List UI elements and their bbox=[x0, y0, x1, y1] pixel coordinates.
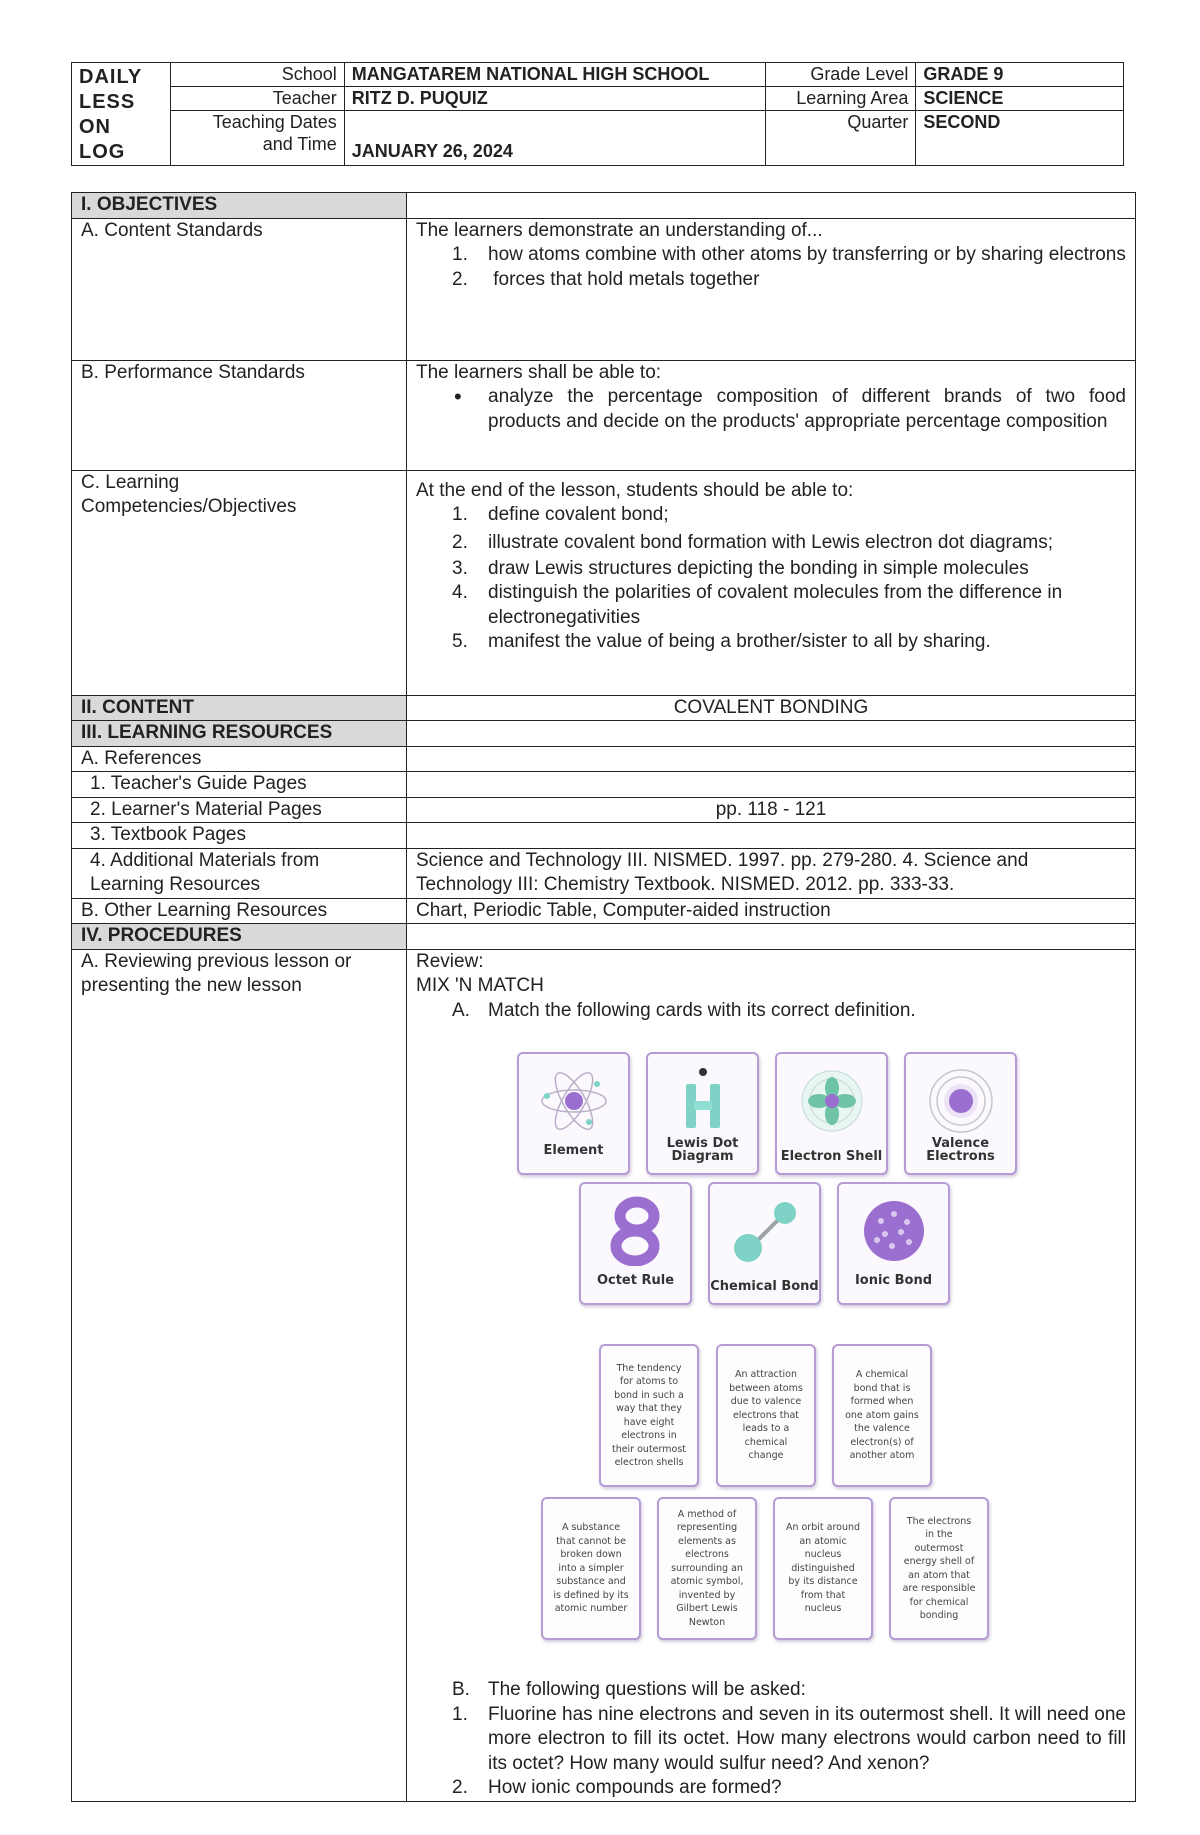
list-number: 5. bbox=[452, 631, 468, 652]
list-item bbox=[416, 581, 1126, 630]
list-item bbox=[416, 385, 1126, 434]
list-text: draw Lewis structures depicting the bonding in simple molecules bbox=[488, 557, 1029, 579]
list-text: define covalent bond; bbox=[488, 504, 669, 525]
quarter-value: SECOND bbox=[916, 111, 1124, 166]
list-number: 4. bbox=[452, 582, 468, 603]
header-table bbox=[71, 62, 1124, 166]
content-standards-intro: The learners demonstrate an understanding of... bbox=[416, 219, 823, 241]
grade-value: GRADE 9 bbox=[916, 63, 1124, 87]
list-text: manifest the value of being a brother/sister to all by sharing. bbox=[488, 631, 991, 652]
dll-title bbox=[72, 63, 171, 166]
teacher-value: RITZ D. PUQUIZ bbox=[344, 87, 765, 111]
procedures-heading-blank bbox=[407, 924, 1136, 950]
term-card bbox=[646, 1052, 759, 1175]
list-text: How ionic compounds are formed? bbox=[488, 1777, 782, 1798]
review-cell bbox=[407, 949, 1136, 1801]
area-label: Learning Area bbox=[765, 87, 915, 111]
term-card-label: Chemical Bond bbox=[710, 1279, 819, 1294]
term-card-label: Electron Shell bbox=[780, 1149, 883, 1164]
atom-icon bbox=[539, 1066, 609, 1136]
dates-label-line: and Time bbox=[262, 134, 337, 155]
school-label: School bbox=[171, 63, 344, 87]
term-card-label: Element bbox=[543, 1143, 604, 1158]
other-resources-label: B. Other Learning Resources bbox=[72, 898, 407, 924]
definition-card: An orbit around an atomic nucleus distinguished by its distance from that nucleus bbox=[773, 1497, 873, 1640]
term-card bbox=[708, 1182, 821, 1305]
list-item bbox=[416, 243, 1126, 268]
additional-materials-label: 4. Additional Materials from Learning Resources bbox=[72, 848, 407, 898]
lesson-table bbox=[71, 192, 1136, 1802]
list-item bbox=[416, 528, 1126, 557]
list-letter: A. bbox=[452, 999, 470, 1021]
chemical-bond-icon bbox=[730, 1196, 800, 1266]
dll-title-line: LOG bbox=[79, 141, 126, 163]
list-item bbox=[416, 1703, 1126, 1777]
definition-card: The electrons in the outermost energy shell of an atom that are responsible for chemical bonding bbox=[889, 1497, 989, 1640]
electron-shell-icon bbox=[797, 1066, 867, 1136]
lm-value: pp. 118 - 121 bbox=[407, 797, 1136, 823]
date-value: JANUARY 26, 2024 bbox=[344, 111, 765, 166]
dates-label-line: Teaching Dates bbox=[212, 112, 337, 133]
list-item bbox=[416, 557, 1126, 582]
term-card-label: Valence Electrons bbox=[926, 1136, 995, 1164]
area-value: SCIENCE bbox=[916, 87, 1124, 111]
references-blank bbox=[407, 746, 1136, 772]
list-text: distinguish the polarities of covalent molecules from the difference in electronegativities bbox=[488, 582, 1063, 628]
term-card bbox=[579, 1182, 692, 1305]
content-standards-list bbox=[416, 243, 1126, 292]
list-number: 3. bbox=[452, 557, 468, 579]
list-item bbox=[416, 1776, 1126, 1801]
list-number: 1. bbox=[452, 504, 468, 525]
term-card bbox=[837, 1182, 950, 1305]
performance-standards-intro: The learners shall be able to: bbox=[416, 361, 662, 383]
performance-standards-cell bbox=[407, 360, 1136, 470]
valence-electrons-icon bbox=[926, 1066, 996, 1136]
tg-value bbox=[407, 772, 1136, 798]
review-label: A. Reviewing previous lesson or presenting the new lesson bbox=[72, 949, 407, 1801]
resources-heading-blank bbox=[407, 721, 1136, 747]
procedures-heading: IV. PROCEDURES bbox=[72, 924, 407, 950]
term-card-label: Lewis Dot Diagram bbox=[666, 1136, 739, 1164]
content-value: COVALENT BONDING bbox=[407, 695, 1136, 721]
competencies-cell bbox=[407, 470, 1136, 695]
list-text: analyze the percentage composition of different brands of two food products and decide on the products' appropriate percentage composition bbox=[488, 386, 1126, 432]
list-text: illustrate covalent bond formation with Lewis electron dot diagrams; bbox=[488, 531, 1054, 553]
bullet-icon: • bbox=[454, 384, 462, 409]
competencies-intro: At the end of the lesson, students should be able to: bbox=[416, 479, 854, 501]
mix-n-match-cards bbox=[416, 1023, 1126, 1678]
list-item bbox=[416, 503, 1126, 528]
term-card-label: Octet Rule bbox=[596, 1273, 675, 1288]
competencies-list bbox=[416, 503, 1126, 655]
term-card bbox=[517, 1052, 630, 1175]
content-standards-label: A. Content Standards bbox=[72, 218, 407, 360]
list-number: 1. bbox=[452, 244, 468, 265]
list-item bbox=[416, 999, 1126, 1024]
competencies-label: C. Learning Competencies/Objectives bbox=[72, 470, 407, 695]
definition-card: A method of representing elements as electrons surrounding an atomic symbol, invented by Gilbert Lewis Newton bbox=[657, 1497, 757, 1640]
list-item bbox=[416, 630, 1126, 655]
activity-title: MIX 'N MATCH bbox=[416, 975, 544, 996]
quarter-label: Quarter bbox=[765, 111, 915, 166]
list-text: The following questions will be asked: bbox=[488, 1679, 806, 1700]
teacher-label: Teacher bbox=[171, 87, 344, 111]
list-number: 2. bbox=[452, 268, 468, 290]
grade-label: Grade Level bbox=[765, 63, 915, 87]
definition-card: An attraction between atoms due to valence electrons that leads to a chemical change bbox=[716, 1344, 816, 1487]
lewis-dot-icon bbox=[668, 1066, 738, 1136]
references-label: A. References bbox=[72, 746, 407, 772]
performance-standards-list bbox=[416, 385, 1126, 434]
content-heading: II. CONTENT bbox=[72, 695, 407, 721]
school-value: MANGATAREM NATIONAL HIGH SCHOOL bbox=[344, 63, 765, 87]
term-card-label: Ionic Bond bbox=[854, 1273, 933, 1288]
list-letter: B. bbox=[452, 1679, 470, 1700]
additional-materials-value: Science and Technology III. NISMED. 1997. pp. 279-280. 4. Science and Technology III: Chemistry Textbook. NISMED. 2012. pp. 333-33. bbox=[407, 848, 1136, 898]
dll-title-line: LESS bbox=[79, 91, 136, 113]
lm-label: 2. Learner's Material Pages bbox=[72, 797, 407, 823]
ionic-bond-icon bbox=[859, 1196, 929, 1266]
objectives-heading-blank bbox=[407, 193, 1136, 219]
other-resources-value: Chart, Periodic Table, Computer-aided instruction bbox=[407, 898, 1136, 924]
activity-b bbox=[416, 1678, 1126, 1703]
dll-title-line: DAILY bbox=[79, 66, 143, 88]
resources-heading: III. LEARNING RESOURCES bbox=[72, 721, 407, 747]
list-item bbox=[416, 1678, 1126, 1703]
list-text: how atoms combine with other atoms by transferring or by sharing electrons bbox=[488, 244, 1126, 265]
tg-label: 1. Teacher's Guide Pages bbox=[72, 772, 407, 798]
performance-standards-label: B. Performance Standards bbox=[72, 360, 407, 470]
list-text: Match the following cards with its correct definition. bbox=[488, 999, 916, 1021]
questions-list bbox=[416, 1703, 1126, 1801]
definition-card: The tendency for atoms to bond in such a way that they have eight electrons in their outermost electron shells bbox=[599, 1344, 699, 1487]
definition-card: A substance that cannot be broken down into a simpler substance and is defined by its atomic number bbox=[541, 1497, 641, 1640]
activity-a bbox=[416, 999, 1126, 1024]
objectives-heading: I. OBJECTIVES bbox=[72, 193, 407, 219]
dates-label bbox=[171, 111, 344, 166]
definition-card: A chemical bond that is formed when one atom gains the valence electron(s) of another atom bbox=[832, 1344, 932, 1487]
tb-label: 3. Textbook Pages bbox=[72, 823, 407, 849]
term-card bbox=[904, 1052, 1017, 1175]
list-number: 1. bbox=[452, 1703, 468, 1725]
list-number: 2. bbox=[452, 531, 468, 553]
list-number: 2. bbox=[452, 1777, 468, 1798]
term-card bbox=[775, 1052, 888, 1175]
dll-title-line: ON bbox=[79, 116, 111, 138]
list-text: Fluorine has nine electrons and seven in its outermost shell. It will need one more electron to fill its octet. How many electrons would carbon need to fill its octet? How many would sulfur need? And xenon? bbox=[488, 1703, 1126, 1774]
list-item bbox=[416, 268, 1126, 293]
content-standards-cell bbox=[407, 218, 1136, 360]
list-text: forces that hold metals together bbox=[488, 268, 760, 290]
octet-eight-icon bbox=[601, 1196, 671, 1266]
review-title: Review: bbox=[416, 950, 484, 972]
tb-value bbox=[407, 823, 1136, 849]
